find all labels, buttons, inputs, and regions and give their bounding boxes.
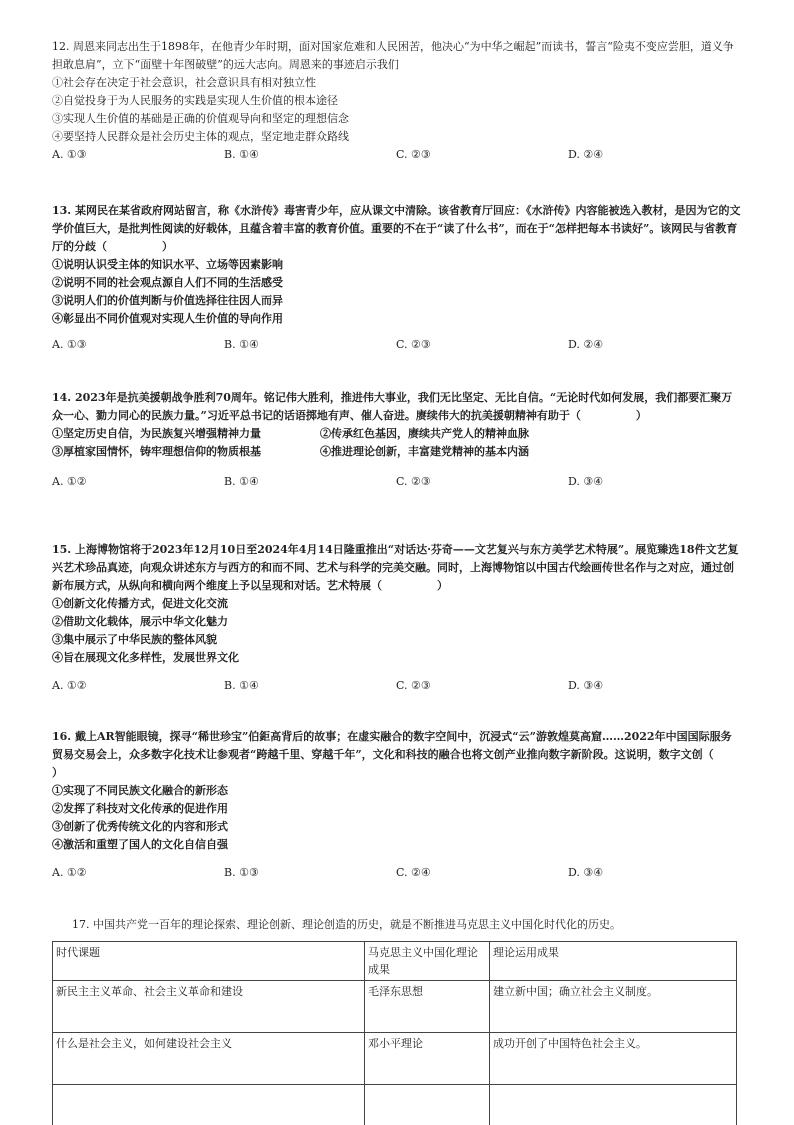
q12-statement-3: ③实现人生价值的基础是正确的价值观导向和坚定的理想信念 [52,112,349,125]
q12-option-a[interactable]: A. ①③ [52,148,87,161]
q13-option-d[interactable]: D. ②④ [568,338,604,351]
q14-option-a[interactable]: A. ①② [52,475,87,488]
q12-options [52,146,742,164]
q14-option-c[interactable]: C. ②③ [396,475,431,488]
q12-option-c[interactable]: C. ②③ [396,148,431,161]
q15-option-d[interactable]: D. ③④ [568,679,604,692]
q15-option-c[interactable]: C. ②③ [396,679,431,692]
q15-statement-3: ③集中展示了中华民族的整体风貌 [52,633,217,646]
q17-row1-result: 建立新中国；确立社会主义制度。 [490,981,737,1033]
q17-row3-theory [365,1085,490,1125]
q13-statement-2: ②说明不同的社会观点源自人们不同的生活感受 [52,276,283,289]
q17-row1-theory: 毛泽东思想 [365,981,490,1033]
question-13 [52,202,742,354]
q16-options [52,864,742,882]
q14-option-d[interactable]: D. ③④ [568,475,604,488]
q15-options [52,677,742,695]
q14-statement-3: ③厚植家国情怀，铸牢理想信仰的物质根基 [52,445,261,458]
q14-option-b[interactable]: B. ①④ [224,475,259,488]
question-14 [52,389,742,491]
q14-statement-2: ②传承红色基因，赓续共产党人的精神血脉 [320,427,529,440]
table-row [53,1085,737,1125]
q12-statement-2: ②自觉投身于为人民服务的实践是实现人生价值的根本途径 [52,94,338,107]
q17-row3-result [490,1085,737,1125]
q14-statements-row-1 [52,425,742,443]
q17-header-theory: 马克思主义中国化理论成果 [365,942,490,981]
table-row [53,981,737,1033]
q12-statement-1: ①社会存在决定于社会意识，社会意识具有相对独立性 [52,76,316,89]
q17-row2-result: 成功开创了中国特色社会主义。 [490,1033,737,1085]
q12-option-b[interactable]: B. ①④ [224,148,259,161]
question-16 [52,728,769,882]
question-12-stem: 12. 周恩来同志出生于1898年，在他青少年时期，面对国家危难和人民困苦，他决心“为中华之崛起”而读书，誓言“险夷不变应尝胆，道义争担敢息肩”，立下“面壁十年图破壁”的远大志向。周恩来的事迹启示我们 [52,40,734,71]
q16-option-b[interactable]: B. ①③ [224,866,259,879]
question-12 [52,38,742,164]
q15-statement-2: ②借助文化载体，展示中华文化魅力 [52,615,228,628]
question-15 [52,541,742,695]
q13-statement-4: ④彰显出不同价值观对实现人生价值的导向作用 [52,312,283,325]
q15-option-a[interactable]: A. ①② [52,679,87,692]
q16-statement-2: ②发挥了科技对文化传承的促进作用 [52,802,228,815]
q16-option-d[interactable]: D. ③④ [568,866,604,879]
q15-option-b[interactable]: B. ①④ [224,679,259,692]
q16-option-a[interactable]: A. ①② [52,866,87,879]
table-row [53,1033,737,1085]
q16-statement-4: ④激活和重塑了国人的文化自信自强 [52,838,228,851]
q14-options [52,473,742,491]
q17-header-topic: 时代课题 [53,942,365,981]
q14-statement-4: ④推进理论创新，丰富建党精神的基本内涵 [320,445,529,458]
q13-statement-3: ③说明人们的价值判断与价值选择往往因人而异 [52,294,283,307]
q17-row3-topic [53,1085,365,1125]
q13-option-b[interactable]: B. ①④ [224,338,259,351]
question-14-stem: 14. 2023年是抗美援朝战争胜利70周年。铭记伟大胜利，推进伟大事业，我们无比坚定、无比自信。“无论时代如何发展，我们都要汇聚万众一心、勠力同心的民族力量。”习近平总书记的话语掷地有声、催人奋进。赓续伟大的抗美援朝精神有助于（ ） [52,391,733,422]
q13-statement-1: ①说明认识受主体的知识水平、立场等因素影响 [52,258,283,271]
q17-table-header-row [53,942,737,981]
q16-option-c[interactable]: C. ②④ [396,866,431,879]
q14-statements-row-2 [52,443,742,461]
q12-option-d[interactable]: D. ②④ [568,148,604,161]
q15-statement-1: ①创新文化传播方式，促进文化交流 [52,597,228,610]
q17-table [52,941,737,1125]
question-15-stem: 15. 上海博物馆将于2023年12月10日至2024年4月14日隆重推出“对话达·芬奇——文艺复兴与东方美学艺术特展”。展览臻选18件文艺复兴艺术珍品真迹，向观众讲述东方与西方的和而不同、艺术与科学的完美交融。同时，上海博物馆以中国古代绘画传世名作与之对应，通过创新布展方式，从纵向和横向两个维度上予以呈现和对话。艺术特展（ ） [52,543,739,592]
q17-row1-topic: 新民主主义革命、社会主义革命和建设 [53,981,365,1033]
q13-options [52,336,742,354]
question-13-stem: 13. 某网民在某省政府网站留言，称《水浒传》毒害青少年，应从课文中清除。该省教育厅回应：《水浒传》内容能被选入教材，是因为它的文学价值巨大，是批判性阅读的好载体，且蕴含着丰富的教育价值。重要的不在于“读了什么书”，而在于“怎样把每本书读好”。该网民与省教育厅的分歧（ ） [52,204,741,253]
q13-option-c[interactable]: C. ②③ [396,338,431,351]
question-17-stem: 17. 中国共产党一百年的理论探索、理论创新、理论创造的历史，就是不断推进马克思主义中国化时代化的历史。 [72,918,621,931]
q17-row2-theory: 邓小平理论 [365,1033,490,1085]
question-17 [72,916,752,934]
q14-statement-1: ①坚定历史自信，为民族复兴增强精神力量 [52,427,261,440]
q15-statement-4: ④旨在展现文化多样性，发展世界文化 [52,651,239,664]
q16-statement-3: ③创新了优秀传统文化的内容和形式 [52,820,228,833]
q17-row2-topic: 什么是社会主义，如何建设社会主义 [53,1033,365,1085]
question-16-stem: 16. 戴上AR智能眼镜，探寻“稀世珍宝”伯鉅高背后的故事；在虚实融合的数字空间中，沉浸式“云”游敦煌莫高窟……2022年中国国际服务贸易交易会上，众多数字化技术让参观者“跨越千里、穿越千年”，文化和科技的融合也将文创产业推向数字新阶段。这说明，数字文创（ ） [52,730,769,779]
q13-option-a[interactable]: A. ①③ [52,338,87,351]
q17-header-result: 理论运用成果 [490,942,737,981]
q12-statement-4: ④要坚持人民群众是社会历史主体的观点，坚定地走群众路线 [52,130,349,143]
q16-statement-1: ①实现了不同民族文化融合的新形态 [52,784,228,797]
